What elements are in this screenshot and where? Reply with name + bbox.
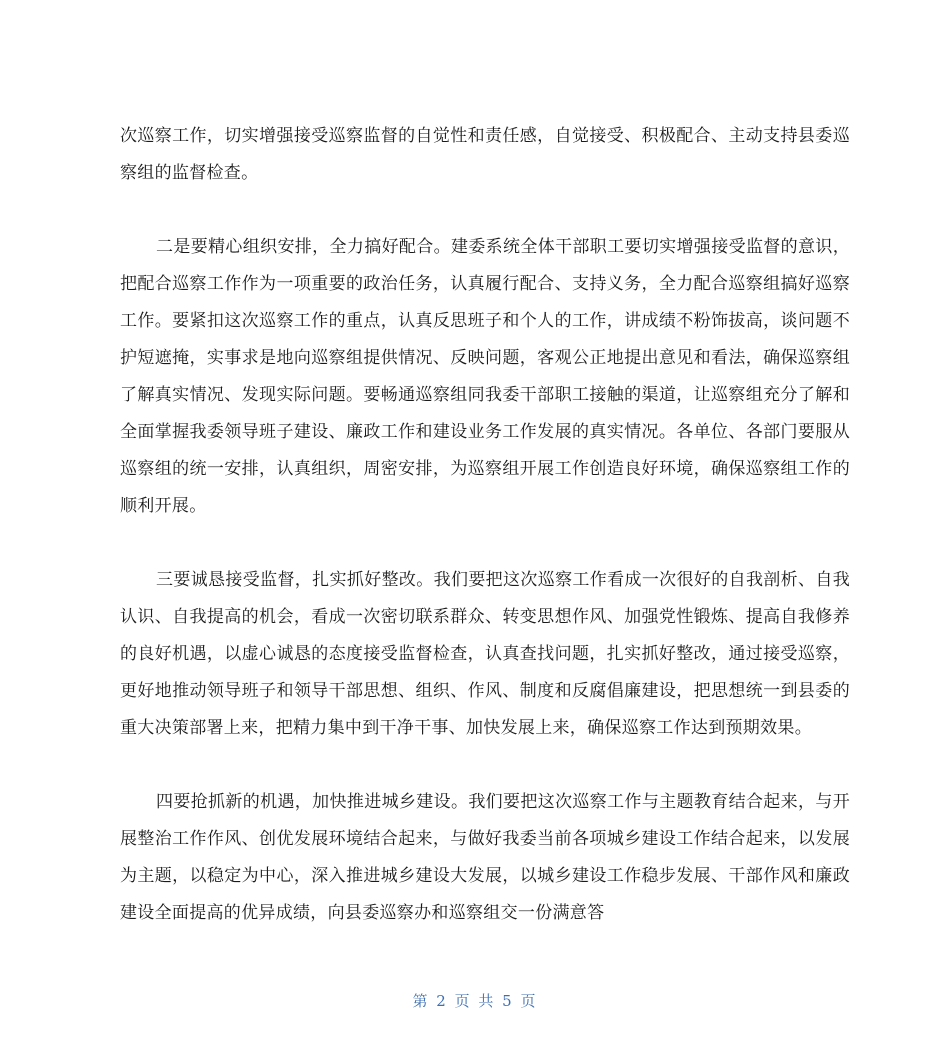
document-body bbox=[120, 118, 850, 932]
paragraph-2: 二是要精心组织安排，全力搞好配合。建委系统全体干部职工要切实增强接受监督的意识，把配合巡察工作作为一项重要的政治任务，认真履行配合、支持义务，全力配合巡察组搞好巡察工作。要紧扣这次巡察工作的重点，认真反思班子和个人的工作，讲成绩不粉饰拔高，谈问题不护短遮掩，实事求是地向巡察组提供情况、反映问题，客观公正地提出意见和看法，确保巡察组了解真实情况、发现实际问题。要畅通巡察组同我委干部职工接触的渠道，让巡察组充分了解和全面掌握我委领导班子建设、廉政工作和建设业务工作发展的真实情况。各单位、各部门要服从巡察组的统一安排，认真组织，周密安排，为巡察组开展工作创造良好环境，确保巡察组工作的顺利开展。 bbox=[120, 237, 850, 516]
page-number-footer: 第 2 页 共 5 页 bbox=[412, 992, 538, 1010]
paragraph-continuation: 次巡察工作，切实增强接受巡察监督的自觉性和责任感，自觉接受、积极配合、主动支持县委巡察组的监督检查。 bbox=[120, 126, 850, 183]
paragraph-4: 四要抢抓新的机遇，加快推进城乡建设。我们要把这次巡察工作与主题教育结合起来，与开展整治工作作风、创优发展环境结合起来，与做好我委当前各项城乡建设工作结合起来，以发展为主题，以稳定为中心，深入推进城乡建设大发展，以城乡建设工作稳步发展、干部作风和廉政建设全面提高的优异成绩，向县委巡察办和巡察组交一份满意答 bbox=[120, 792, 850, 923]
paragraph-3: 三要诚恳接受监督，扎实抓好整改。我们要把这次巡察工作看成一次很好的自我剖析、自我认识、自我提高的机会，看成一次密切联系群众、转变思想作风、加强党性锻炼、提高自我修养的良好机遇，以虚心诚恳的态度接受监督检查，认真查找问题，扎实抓好整改，通过接受巡察，更好地推动领导班子和领导干部思想、组织、作风、制度和反腐倡廉建设，把思想统一到县委的重大决策部署上来，把精力集中到干净干事、加快发展上来，确保巡察工作达到预期效果。 bbox=[120, 570, 850, 738]
